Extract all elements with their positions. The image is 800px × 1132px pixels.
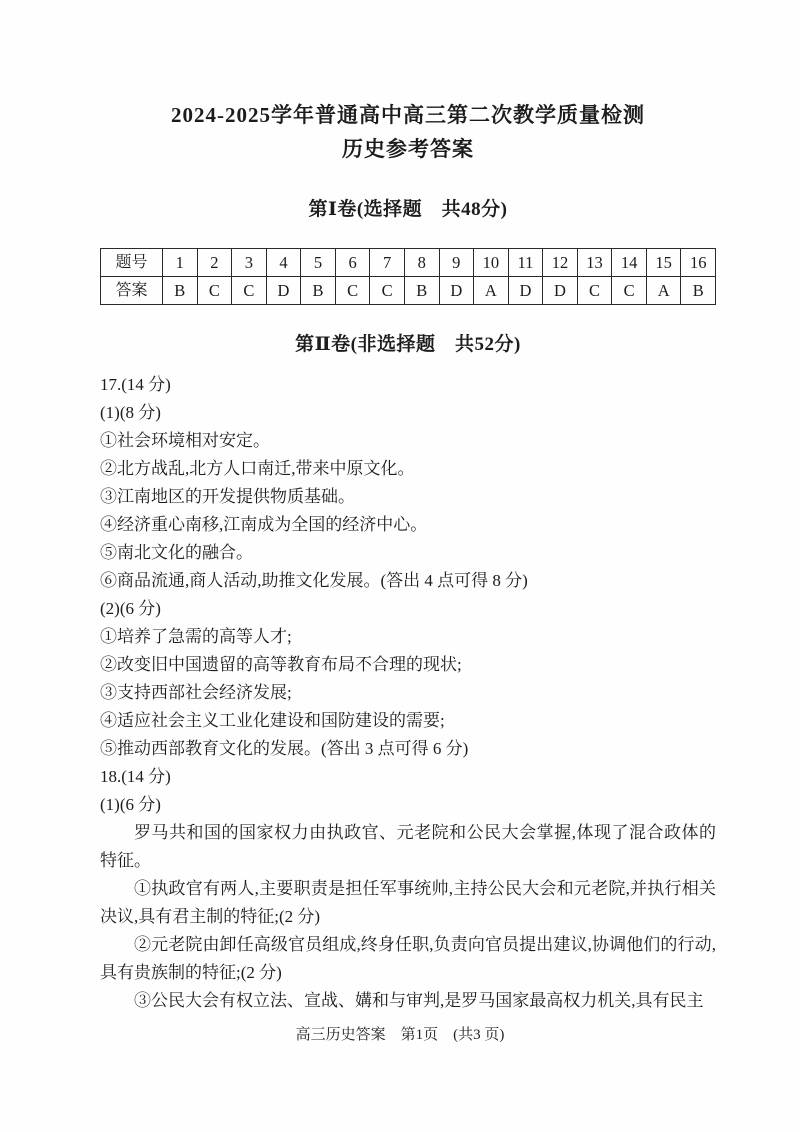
answer-cell: C [335,277,370,305]
q17-part2-label: (2)(6 分) [100,599,161,618]
answer-point: ⑤南北文化的融合。 [100,543,253,562]
answer-cell: B [301,277,336,305]
answer-cell: C [232,277,267,305]
q18-part1-intro: 罗马共和国的国家权力由执政官、元老院和公民大会掌握,体现了混合政体的特征。 [100,823,716,870]
subjective-answers [100,371,716,1015]
q18-part1-points [100,875,716,1015]
question-number-cell: 11 [508,249,543,277]
answer-point: ①培养了急需的高等人才; [100,627,292,646]
answer-cell: B [681,277,716,305]
answer-cell: C [612,277,647,305]
q18-number: 18.(14 分) [100,767,171,786]
answer-cell: C [197,277,232,305]
row-label-answers: 答案 [101,277,163,305]
question-number-cell: 3 [232,249,267,277]
answer-point: ②元老院由卸任高级官员组成,终身任职,负责向官员提出建议,协调他们的行动,具有贵族制的特征;(2 分) [100,935,716,982]
answer-cell: B [163,277,198,305]
question-number-cell: 8 [404,249,439,277]
answer-point: ③江南地区的开发提供物质基础。 [100,487,355,506]
question-number-row [101,249,716,277]
answer-point: ②北方战乱,北方人口南迁,带来中原文化。 [100,459,415,478]
answer-point: ⑥商品流通,商人活动,助推文化发展。(答出 4 点可得 8 分) [100,571,528,590]
answer-row [101,277,716,305]
page-footer: 高三历史答案 第1页 (共3 页) [295,1027,505,1043]
section2-header: 第Ⅱ卷(非选择题 共52分) [295,334,521,355]
answer-cell: D [266,277,301,305]
answer-point: ①社会环境相对安定。 [100,431,270,450]
answer-point: ②改变旧中国遗留的高等教育布局不合理的现状; [100,655,462,674]
answer-cell: D [439,277,474,305]
question-number-cell: 14 [612,249,647,277]
answer-cell: C [577,277,612,305]
answer-point: ③支持西部社会经济发展; [100,683,292,702]
question-number-cell: 9 [439,249,474,277]
answer-cell: D [543,277,578,305]
answer-point: ③公民大会有权立法、宣战、媾和与审判,是罗马国家最高权力机关,具有民主 [134,991,704,1010]
answer-point: ④适应社会主义工业化建设和国防建设的需要; [100,711,445,730]
question-number-cell: 2 [197,249,232,277]
question-number-cell: 15 [646,249,681,277]
q17-part1-label: (1)(8 分) [100,403,161,422]
question-number-cell: 16 [681,249,716,277]
q17-number: 17.(14 分) [100,375,171,394]
answer-cell: A [646,277,681,305]
answer-cell: A [474,277,509,305]
question-number-cell: 4 [266,249,301,277]
question-number-cell: 5 [301,249,336,277]
question-17-block [100,371,716,763]
q17-part1-points [100,427,716,595]
question-number-cell: 12 [543,249,578,277]
answer-point: ①执政官有两人,主要职责是担任军事统帅,主持公民大会和元老院,并执行相关决议,具有君主制的特征;(2 分) [100,879,716,926]
question-number-cell: 6 [335,249,370,277]
answer-cell: B [404,277,439,305]
q18-part1-label: (1)(6 分) [100,795,161,814]
answer-point: ⑤推动西部教育文化的发展。(答出 3 点可得 6 分) [100,739,469,758]
answer-cell: C [370,277,405,305]
question-number-cell: 7 [370,249,405,277]
answer-cell: D [508,277,543,305]
answer-table [100,248,716,305]
section1-header: 第Ⅰ卷(选择题 共48分) [308,199,508,220]
question-number-cell: 13 [577,249,612,277]
document-title-line1: 2024-2025学年普通高中高三第二次教学质量检测 [171,103,645,127]
question-number-cell: 1 [163,249,198,277]
q17-part2-points [100,623,716,763]
question-18-block [100,763,716,1015]
row-label-questions: 题号 [101,249,163,277]
question-number-cell: 10 [474,249,509,277]
answer-point: ④经济重心南移,江南成为全国的经济中心。 [100,515,428,534]
document-title-line2: 历史参考答案 [342,137,474,161]
